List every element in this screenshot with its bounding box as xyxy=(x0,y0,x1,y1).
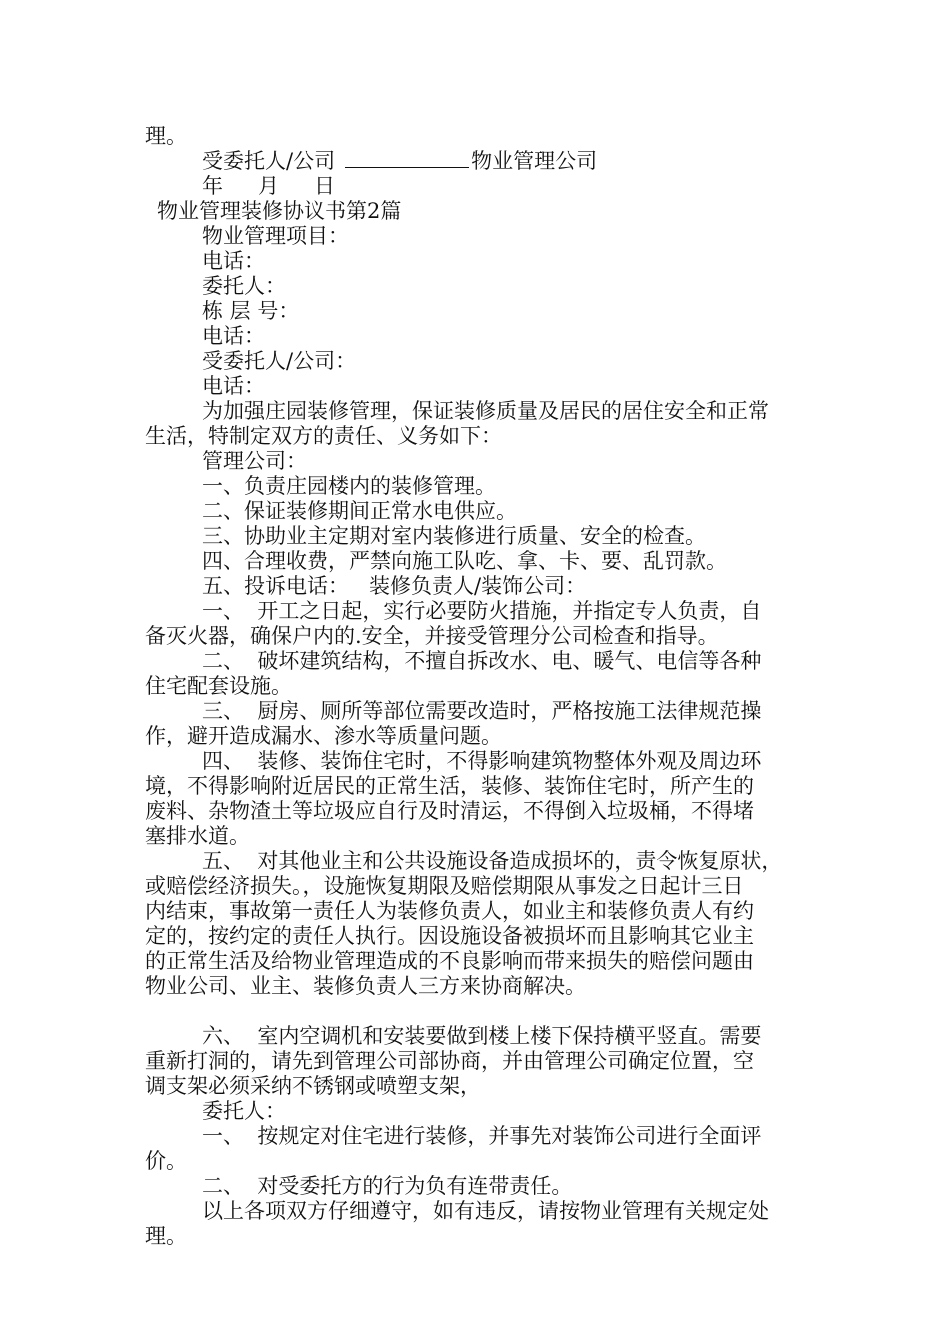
text-line: 为加强庄园装修管理，保证装修质量及居民的居住安全和正常 xyxy=(202,399,769,423)
text-line: 二、 破坏建筑结构，不擅自拆改水、电、暖气、电信等各种 xyxy=(202,649,762,673)
text-line: 物业公司、业主、装修负责人三方来协商解决。 xyxy=(145,974,586,998)
text-line: 四、 装修、装饰住宅时，不得影响建筑物整体外观及周边环 xyxy=(202,749,762,773)
blank-underline xyxy=(345,149,469,168)
text-line: 重新打洞的，请先到管理公司部协商，并由管理公司确定位置，空 xyxy=(145,1049,754,1073)
text-line: 定的，按约定的责任人执行。因设施设备被损坏而且影响其它业主 xyxy=(145,924,754,948)
text-line: 电话： xyxy=(202,374,265,398)
text-line: 受委托人/公司 xyxy=(202,149,336,173)
text-line: 以上各项双方仔细遵守，如有违反，请按物业管理有关规定处 xyxy=(202,1199,769,1223)
text-line: 作，避开造成漏水、渗水等质量问题。 xyxy=(145,724,502,748)
text-line: 一、负责庄园楼内的装修管理。 xyxy=(202,474,496,498)
date-day: 日 xyxy=(314,174,335,198)
text-line: 四、合理收费，严禁向施工队吃、拿、卡、要、乱罚款。 xyxy=(202,549,727,573)
text-line: 生活，特制定双方的责任、义务如下： xyxy=(145,424,502,448)
text-line: 五、投诉电话： 装修负责人/装饰公司： xyxy=(202,574,587,598)
text-line: 五、 对其他业主和公共设施设备造成损坏的，责令恢复原状， xyxy=(202,849,783,873)
text-line: 三、协助业主定期对室内装修进行质量、安全的检查。 xyxy=(202,524,706,548)
text-line: 六、 室内空调机和安装要做到楼上楼下保持横平竖直。需要 xyxy=(202,1024,762,1048)
text-line: 塞排水道。 xyxy=(145,824,250,848)
text-line: 受委托人/公司： xyxy=(202,349,357,373)
text-line: 电话： xyxy=(202,324,265,348)
text-line: 电话： xyxy=(202,249,265,273)
text-line: 住宅配套设施。 xyxy=(145,674,292,698)
text-line: 委托人： xyxy=(202,274,286,298)
text-line: 二、 对受委托方的行为负有连带责任。 xyxy=(202,1174,573,1198)
text-line: 的正常生活及给物业管理造成的不良影响而带来损失的赔偿问题由 xyxy=(145,949,754,973)
text-line: 备灭火器，确保户内的.安全，并接受管理分公司检查和指导。 xyxy=(145,624,719,648)
text-line: 二、保证装修期间正常水电供应。 xyxy=(202,499,517,523)
signature-line xyxy=(202,149,597,174)
text-line: 三、 厨房、厕所等部位需要改造时，严格按施工法律规范操 xyxy=(202,699,762,723)
text-line: 理。 xyxy=(145,124,187,148)
text-line: 理。 xyxy=(145,1224,187,1248)
text-line: 委托人： xyxy=(202,1099,286,1123)
text-line: 一、 开工之日起，实行必要防火措施，并指定专人负责，自 xyxy=(202,599,762,623)
section-title: 物业管理装修协议书第2篇 xyxy=(157,199,402,223)
text-line: 物业管理公司 xyxy=(471,149,598,173)
text-line: 管理公司： xyxy=(202,449,307,473)
text-line: 一、 按规定对住宅进行装修，并事先对装饰公司进行全面评 xyxy=(202,1124,762,1148)
text-line: 或赔偿经济损失。，设施恢复期限及赔偿期限从事发之日起计三日 xyxy=(145,874,744,898)
text-line: 价。 xyxy=(145,1149,187,1173)
text-line: 栋 层 号： xyxy=(202,299,300,323)
date-year: 年 xyxy=(202,174,223,198)
text-line: 调支架必须采纳不锈钢或喷塑支架， xyxy=(145,1074,481,1098)
date-month: 月 xyxy=(258,174,279,198)
text-line: 内结束，事故第一责任人为装修负责人，如业主和装修负责人有约 xyxy=(145,899,754,923)
text-line: 废料、杂物渣土等垃圾应自行及时清运，不得倒入垃圾桶，不得堵 xyxy=(145,799,754,823)
text-line: 物业管理项目： xyxy=(202,224,349,248)
text-line: 境，不得影响附近居民的正常生活，装修、装饰住宅时，所产生的 xyxy=(145,774,754,798)
